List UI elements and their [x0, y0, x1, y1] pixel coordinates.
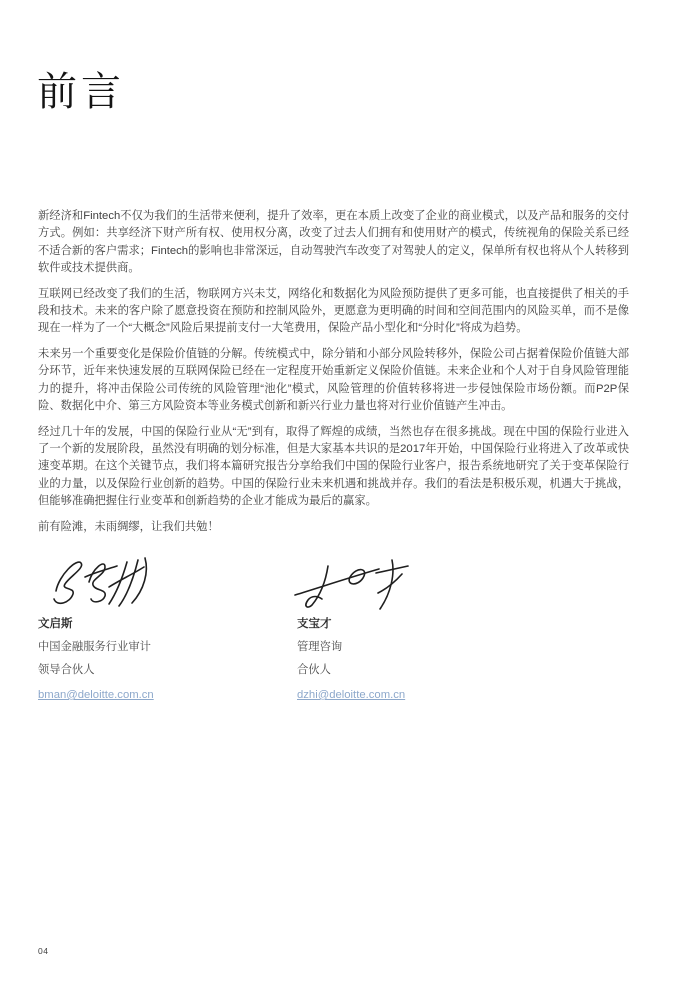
signature-wen-qisi-icon [46, 551, 168, 615]
contact-name: 文启斯 [38, 618, 73, 630]
paragraph-1: 新经济和Fintech不仅为我们的生活带来便利，提升了效率，更在本质上改变了企业的商业模式，以及产品和服务的交付方式。例如：共享经济下财产所有权、使用权分离，改变了过去人们拥有和使用财产的模式，传统视角的保险关系已经不适合新的客户需求；Fintech的影响也非常深远，自动驾驶汽车改变了对驾驶人的定义，保单所有权也将从个人转移到软件或技术提供商。 [38, 210, 629, 274]
contact-department: 管理咨询 [297, 641, 343, 653]
page-title: 前言 [37, 70, 125, 114]
email-link[interactable]: dzhi@deloitte.com.cn [297, 689, 406, 701]
contact-card-wen [38, 616, 268, 703]
contact-role: 合伙人 [297, 664, 331, 676]
paragraph-2: 互联网已经改变了我们的生活，物联网方兴未艾，网络化和数据化为风险预防提供了更多可能，也直接提供了相关的手段和技术。未来的客户除了愿意投资在预防和控制风险外，更愿意为更明确的时间和空间范围内的风险买单，而不是像现在一样为了一个“大概念”风险后果提前支付一大笔费用，保险产品小型化和“分时化”将成为趋势。 [38, 287, 629, 335]
contact-role: 领导合伙人 [38, 664, 95, 676]
body-text [38, 208, 629, 536]
page-number: 04 [38, 946, 49, 956]
contact-card-zhi [297, 616, 527, 703]
paragraph-3: 未来另一个重要变化是保险价值链的分解。传统模式中，除分销和小部分风险转移外，保险公司占据着保险价值链大部分环节，近年来快速发展的互联网保险已经在一定程度开始重新定义保险价值链。未来企业和个人对于自身风险管理能力的提升，将冲击保险公司传统的风险管理“池化”模式，风险管理的价值转移将进一步侵蚀保险市场份额。而P2P保险、数据化中介、第三方风险资本等业务模式创新和新兴行业力量也将对行业价值链产生冲击。 [38, 348, 629, 412]
contact-name: 支宝才 [297, 618, 332, 630]
closing-line: 前有险滩，未雨绸缪，让我们共勉！ [38, 520, 219, 533]
contact-department: 中国金融服务行业审计 [38, 641, 151, 653]
paragraph-4: 经过几十年的发展，中国的保险行业从“无”到有，取得了辉煌的成绩，当然也存在很多挑战。现在中国的保险行业进入了一个新的发展阶段，虽然没有明确的划分标准，但是大家基本共识的是2017年开始，中国保险行业将进入了改革或快速变革期。在这个关键节点，我们将本篇研究报告分享给我们中国的保险行业客户，报告系统地研究了关于变革保险行业的力量，以及保险行业创新的趋势。中国的保险行业未来机遇和挑战并存。我们的看法是积极乐观，机遇大于挑战，但能够准确把握住行业变革和创新趋势的企业才能成为最后的赢家。 [38, 425, 629, 507]
email-link[interactable]: bman@deloitte.com.cn [38, 689, 154, 701]
signature-zhi-baocai-icon [291, 556, 418, 614]
